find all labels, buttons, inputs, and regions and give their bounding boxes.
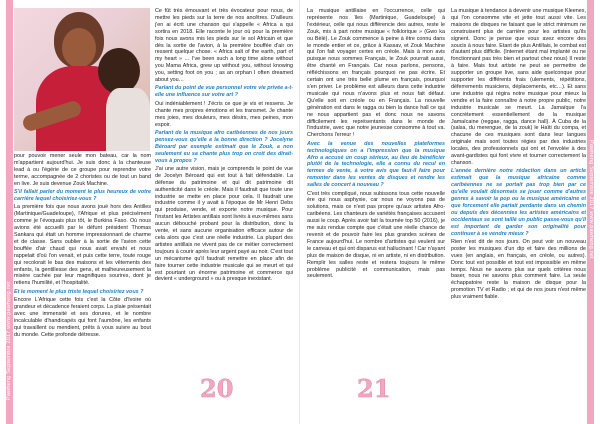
- woman-face: [62, 28, 96, 68]
- col1-paragraph-1: pour pouvoir mener seule mon bateau, car la nom m'appartient aujourd'hui. Je suis donc à la chanteuse lead à ou l'égérie de ce groupe pour reprendre votre terme, accompagnée de 2 choristes ou de tout un band en live. Je suis devenue Zouk Machine.: [14, 153, 151, 187]
- col3-paragraph-1: La musique antillaise en l'occurrence, celle qui représente nos îles (Martinique, Guadeloupe) à l'extérieur, celle qui nous différencie des autres, reste le Zouk, mis à part notre musique « folklorique » (Gwo ka ou Bèlè). Le Zouk commence à peine à être connu dans le monde entier et ce, grâce à Kassav, et Zouk Machine qui l'on fait voyager certes en créole. Mais à mon avis puisque nous sommes Français, le Zouk pourrait aussi, être chanté en Français. Car nous parlons, pensons, réfléchissons en français pourquoi ne pas écrire. Et certain ont une très belle plume en français, pourquoi s'en priver. Le problème est ailleurs dans cette industrie musicale qui nous n'avons plus et nous fait défaut. Qu'elle soit en créole ou en Français. La nouvelle génération est dans le ragga ou bien la dance hall ce qui ne nous appartient pas et donc nous ne savons difficilement les représentants dans le monde de l'industrie, avec que notre jeunesse consomme à tout va. Cherchons l'erreur !: [307, 8, 445, 139]
- page-number-left: 20: [200, 374, 234, 403]
- column-1: [14, 153, 151, 413]
- col2-paragraph-1: Ce fût très émouvant et très évocateur pour nous, de mettre les pieds sur la terre de nos ancêtres. D'ailleurs j'en ai écrit une chanson qui s'appelle « Africa a qui sortira en 2018. Elle raconte le jour où pour la première fois nous avons mis les pieds sur le sol Africain et que dès la sortie de l'avion, à la première bouffée d'air on ressent quelque chose. « Africa salt of the earth, part of my heart » … I've been such a long time alone without you Mama Africa, grew up without you, without knowing you, setting foot on you ; as an orphan I often dreamed about you…: [155, 8, 293, 84]
- col2-paragraph-2: Oui indéniablement ! J'écris ce que je vis et ressens. Je chante mes propres émotions et les transmet. Je chante mes joies, mes douleurs, mes désirs, mes peines, mon espoir.: [155, 100, 293, 128]
- white-outfit: [106, 88, 150, 151]
- col1-question-1: S'il fallait parler du moment le plus heureux de votre carrière lequel choisiriez-vous ?: [14, 189, 151, 202]
- col4-paragraph-1: La musique à tendance à devenir une musique Kleenex, qui l'on consomme vite et jette tout aussi vite. Les maisons de disques ne faisant que le strict minimum ne construisent plus de carrière pour les artistes qu'ils signent. Donc je pense que vous avez encore des soucis à nous faire. Etant de plus Antillais, le combat est d'autant plus difficile. (Internet étant mal implanté ou ne fonctionnant pas très bien et partout chez nous) Il reste à faire. Mais tout artiste ne peut se permettre de supporter un groupe live, sans aide quelconque pour supporter les différents frais (ulements, répétitions, déferrements musiciens, déplacements, etc…). Et sans une industrie qui régira notre musique pour mieux la vendre et la faire connaître à notre propre public, notre industrie musicale se meurt. La Jamaïque l'a concrètement essentiellement de la musique Jamaïcaine (reggae, ragga, dance hall). À Cuba de la (salsa, du merengue, de la zouk) le Haïti du compa, et chacune de ces musiques sont dans leur langues originale mais sont toutes régies par des industries locales, des professionnels qui ont et l'envolée à des avant-gardistes qui font vivre et tourner correctement la chanson.: [451, 8, 586, 166]
- page-spine: [299, 0, 300, 424]
- col1-paragraph-3: Encore L'Afrique cette fois c'est la Côte d'Ivoire où grandeur et décadence feraient corps. La plaie présentait avec une immensité et ses dorures, et le nombre incalculable d'handicapés qui font l'aumône, les enfants qui travaillent ou mendient, prêts à vous suivre au bout du monde. Cette profonde détresse.: [14, 297, 151, 338]
- col3-question-1: Avec la venue des nouvelles plateformes technologiques on a l'impression que la musique Afro a accusé un coup sérieux, au lieu de bénéficier plutôt de la technologie, elle a connu du recul en termes de vente, à votre avis que faut-il faire pour remonter dans les ventes de disques et rendre les salles de concert à nouveau ?: [307, 140, 445, 189]
- page-number-right: 21: [357, 374, 391, 403]
- col2-paragraph-3: J'ai une autre vision, mais je comprends le point de vue de Jocelyn Béroard qui est tout à fait défendable. La défense du patrimoine et qui dit patrimoine dit authenticité dans le créole. Mais il faudrait que toute une industrie se mette en place pour cela. Il faudrait une industrie comme il y avait à l'époque de Mr Henri Debs qui produise, vende, et exporte notre musique. Pour l'instant les Artistes antillais sont livrés à eux-mêmes sans aucun débouché probant pour la distribution, donc la vente, et sans aucune organisation efficace autour de cela alors que c'est une réelle industrie. La plupart des artistes antillais ne vivent pas de ce métier correctement toujours à courir après leur argent payé au noir. C'est tout un mécanisme qu'il faudrait remettre en place afin de faire tourner cette industrie musicale qui se meurt et qui est pourtant un énorme patrimoine et commerce qui devient « underground » ou à presque inexistant.: [155, 165, 293, 283]
- left-side-caption: Pawheng Septembre 2017 www.pawheng.net: [6, 281, 12, 400]
- col1-paragraph-2: La première fois que nous avons joué hors des Antilles (Martinique/Guadeloupe), l'Afrique et plus précisément comme je l'évoquais plus tôt, le Burkina Faso. Où nous avions été accueilli par le défunt président Thomas Sankara qui était un homme impressionnant de charme et de classe. Sans oublier à la sortie de l'avion cette bouffée d'air chaud qui nous avait envahi et nous rappelait d'où l'on venait, et puis cette terre, toute rouge qui recolorait le bas des maisons et les vêtements des enfants, la gentillesse des gens, et malheureusement la misère cachée par leur magnifiques sourires, dont je retiens l'humilité, et l'hospitalité.: [14, 204, 151, 287]
- col3-paragraph-2: C'est très compliqué, nous subissons tous cette nouvelle ère qui nous asphyxie, car nous ne voyons pas de solutions, mais ce n'est pas propre qu'aux artistes Afro-caribéens. Les chanteurs de variétés françaises accusent aussi le coup. Après avoir fait la tournée top 50 (2016), je me suis rendue compte que c'était une réelle chance de revenir et de pouvoir faire les plus grandes scènes de France aujourd'hui. Le nombre d'artistes qui veulent sur le carreau et qui ont disparus est hallucinant ! Car n'ayant plus de maison de disque, ni en artiste, ni en distribution. Remplir les salles reste et restera toujours le même problème publicité et communication, mais pas seulement.: [307, 190, 445, 280]
- col2-question-1: Parlant du point de vue personnel votre vie privée a-t-elle une influence sur votre art ?: [155, 85, 293, 99]
- column-2: [155, 8, 293, 378]
- column-4: [451, 8, 586, 378]
- col1-question-2: Et le moment le plus triste lequel choisiriez vous ?: [14, 288, 144, 295]
- portrait-photo: [14, 8, 150, 151]
- col2-question-2: Parlant de la musique afro caribéennes de nos jours pensez-vous qu'elle a la bonne direction ? Jocelyne Béroard par exemple estimait que le Zouk, a non seulement eu sa chante plus trop on croit des dirait-vous à propos ?: [155, 129, 293, 164]
- col4-paragraph-2: Rien n'est dit de nos jours. On peut voir un nouveau poster les musiques d'un dip et faire des millions de vues (en anglais, en français, en créole, ou autres). Donc tout est possible et tout est impossible en même temps. Nous ne savons plus sur quels critères nous baser, nous ne savons plus comment faire. La seule échappatoire reste la maison de disque pour la promotion TV et Radio ; et qui de nos jours n'est même plus vraiment fiable.: [451, 238, 586, 301]
- col4-question-1: L'année dernière notre rédaction dans un article estimait que la musique africaine comme caribéennes ne se portait pas trop bien par ce qu'elle voulait désormais se jouer comme d'autres genres à savoir la pop ou la musique américaine et que forcement elle partait perdante dans un chemin ou depuis des décennies les artistes américains et occidentaux se sont taillé un public passe-vous qu'il est important de garder son originalité pour continuer à se vendre mieux ?: [451, 168, 586, 237]
- column-3: [307, 8, 445, 378]
- right-side-caption: Pawheng Septembre 2017 www.pawheng.net: [588, 140, 594, 259]
